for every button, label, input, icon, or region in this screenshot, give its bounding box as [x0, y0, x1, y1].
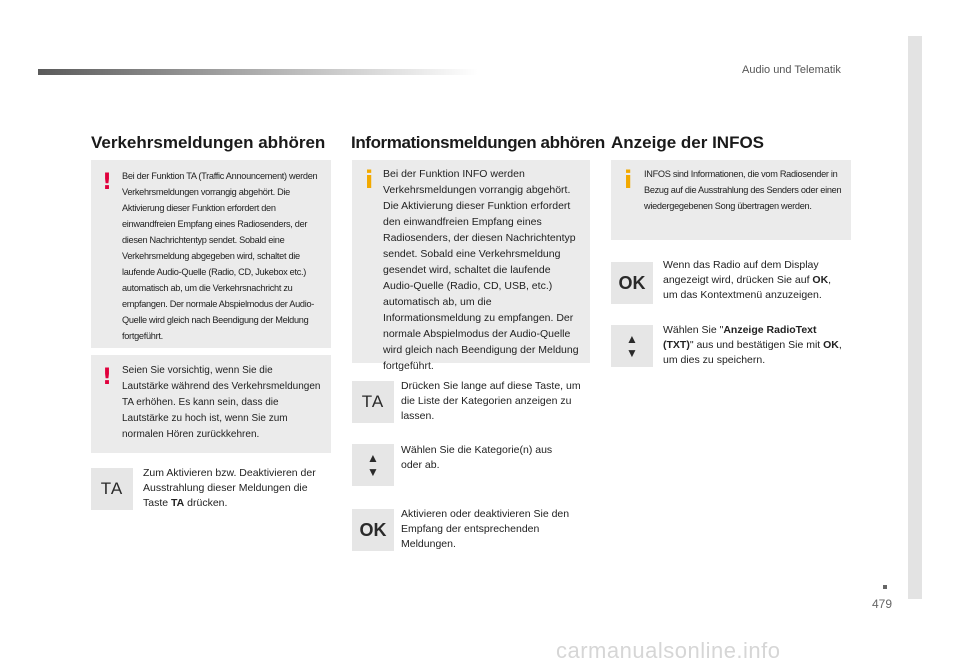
col3-step2-text-a: Wählen Sie ": [663, 324, 724, 336]
col3-step1-text-key: OK: [812, 274, 829, 286]
col2-info-text: Bei der Funktion INFO werden Verkehrsmeldungen vorrangig abgehört. Die Aktivierung dieser Funktion erfordert den einwandfreien Empfang eines Radiosenders, der diesen Nachrichtentyp sendet. Sobald eine Verkehrsmeldung gesendet wird, schaltet die laufende Audio-Quelle (Radio, CD, USB, etc.) automatisch ab, um die Informationsmeldung zu empfangen. Der normale Abspielmodus der Audio-Quelle wird gleich nach Beendigung der Meldung fortgeführt.: [383, 168, 579, 372]
ta-button[interactable]: TA: [91, 468, 133, 510]
arrow-up-icon[interactable]: ▲: [626, 332, 638, 346]
col3-step1-text: [663, 258, 848, 303]
col2-title: Informationsmeldungen abhören: [351, 133, 605, 152]
col3-info-text: INFOS sind Informationen, die vom Radiosender in Bezug auf die Ausstrahlung des Senders oder einen wiedergegebenen Song übertragen werden.: [644, 169, 842, 211]
ta-button-long-press[interactable]: TA: [352, 381, 394, 423]
col3-title: Anzeige der INFOS: [611, 133, 765, 152]
col2-step2-text: Wählen Sie die Kategorie(n) aus oder ab.: [401, 444, 553, 471]
info-icon: i: [624, 166, 633, 194]
arrow-down-icon[interactable]: ▼: [626, 346, 638, 360]
header-gradient-bar: [38, 69, 478, 75]
col1-step-text-key: TA: [171, 497, 185, 509]
col3-info-box: [611, 160, 851, 240]
ok-button[interactable]: OK: [352, 509, 394, 551]
ok-button-context-menu[interactable]: OK: [611, 262, 653, 304]
col3-step2-text-e: , um dies zu speichern.: [663, 339, 842, 366]
col1-step-text-c: drücken.: [184, 497, 228, 509]
arrow-up-icon[interactable]: ▲: [367, 451, 379, 465]
col3-step2-text-key: OK: [823, 339, 839, 351]
info-icon: i: [365, 166, 374, 194]
col1-warning-box-1: [91, 160, 331, 348]
warning-icon: !: [102, 365, 113, 390]
watermark: carmanualsonline.info: [556, 638, 781, 663]
warning-icon: !: [102, 170, 113, 195]
section-title: Audio und Telematik: [742, 64, 841, 76]
up-down-arrow-buttons-col3[interactable]: [611, 325, 653, 367]
col2-info-box: [352, 160, 590, 372]
col1-title: Verkehrsmeldungen abhören: [91, 133, 326, 152]
col1-step-text-a: Zum Aktivieren bzw. Deaktivieren der Ausstrahlung dieser Meldungen die Taste: [143, 467, 316, 509]
up-down-arrow-buttons[interactable]: [352, 444, 394, 486]
col1-warning-text-2: Seien Sie vorsichtig, wenn Sie die Lautstärke während des Verkehrsmeldungen TA erhöhen. Es kann sein, dass die Lautstärke zu hoch ist, wenn Sie zum normalen Hören zurückkehren.: [122, 365, 321, 440]
col2-step1-text: Drücken Sie lange auf diese Taste, um die Liste der Kategorien anzeigen zu lassen.: [401, 380, 581, 422]
col3-step2-text-option: Anzeige RadioText (TXT): [663, 324, 817, 351]
page-marker: [883, 585, 887, 589]
col1-warning-text-1: Bei der Funktion TA (Traffic Announcement) werden Verkehrsmeldungen vorrangig abgehört. Die Aktivierung dieser Funktion erfordert den einwandfreien Empfang eines Radiosenders, der diesen Nachrichtentyp sendet. Sobald eine Verkehrsmeldung abgegeben wird, schaltet die laufende Audio-Quelle (Radio, CD, Jukebox etc.) automatisch ab, um die Verkehrsnachricht zu empfangen. Der normale Abspielmodus der Audio-Quelle wird gleich nach Beendigung der Meldung fortgeführt.: [122, 171, 318, 341]
col3-step2-text-c: " aus und bestätigen Sie mit: [689, 339, 824, 351]
col1-step-text: [143, 466, 333, 511]
col3-step1-text-c: , um das Kontextmenü anzuzeigen.: [663, 274, 832, 301]
col3-step1-text-a: Wenn das Radio auf dem Display angezeigt wird, drücken Sie auf: [663, 259, 819, 286]
page-side-strip: [908, 36, 922, 599]
arrow-down-icon[interactable]: ▼: [367, 465, 379, 479]
col3-step2-text: [663, 323, 848, 368]
col2-step3-text: Aktivieren oder deaktivieren Sie den Empfang der entsprechenden Meldungen.: [401, 508, 570, 550]
col1-warning-box-2: [91, 355, 331, 453]
page-number: 479: [872, 597, 893, 611]
